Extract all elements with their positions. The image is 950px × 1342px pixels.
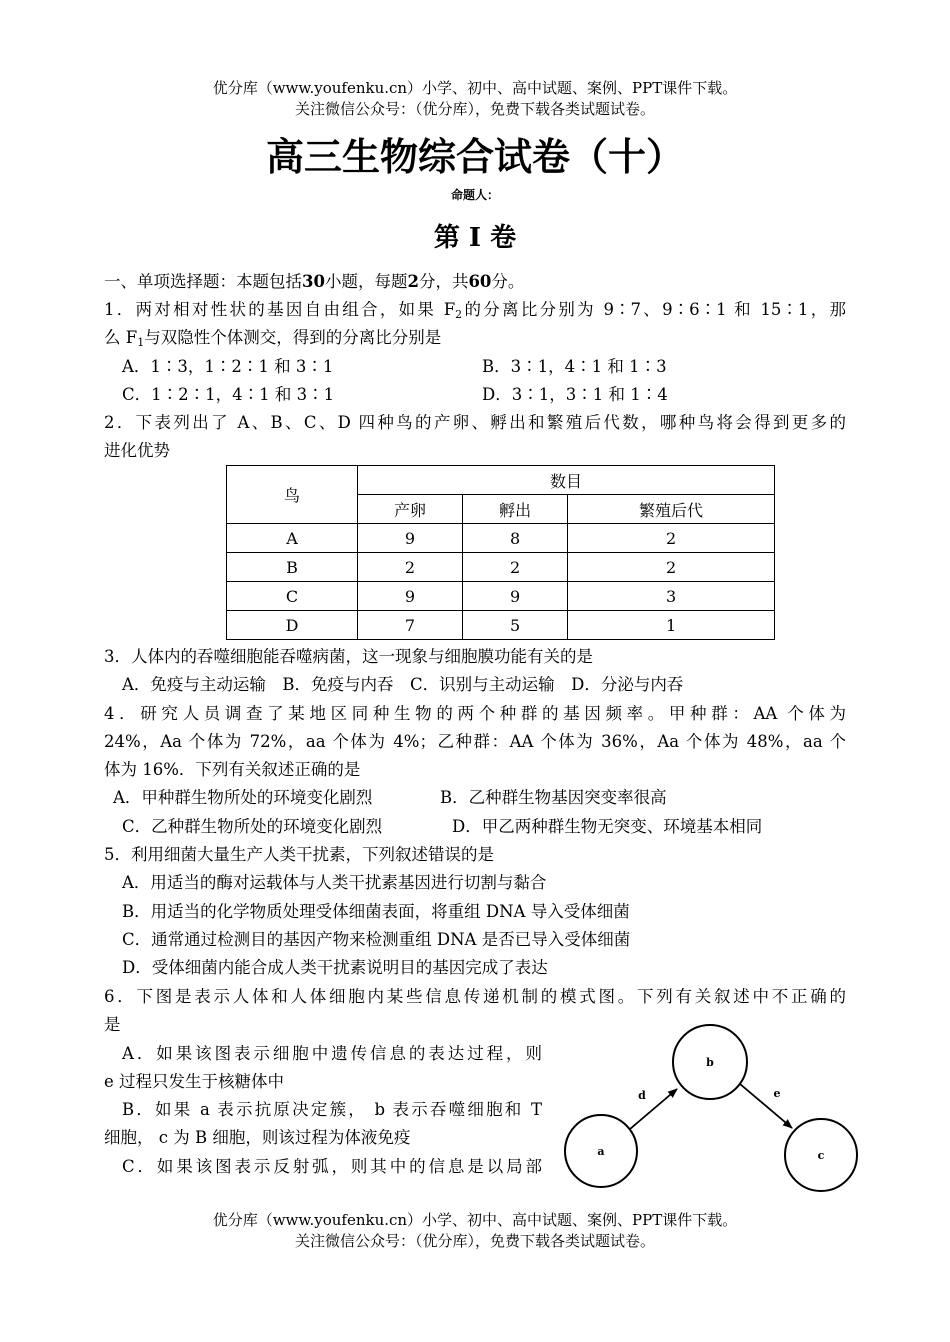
table-cell: 7 (358, 611, 463, 640)
page-title: 高三生物综合试卷（十） (265, 135, 684, 179)
q6-stem-line-1: 6．下图是表示人体和人体细胞内某些信息传递机制的模式图。下列有关叙述中不正确的 (104, 987, 846, 1006)
q6-option-c-line-1: C．如果该图表示反射弧，则其中的信息是以局部 (122, 1157, 542, 1176)
footer-line-2: 关注微信公众号：（优分库），免费下载各类试题试卷。 (294, 1232, 655, 1250)
table-row (227, 582, 775, 611)
q6-option-a-line-1: A．如果该图表示细胞中遗传信息的表达过程，则 (122, 1044, 542, 1063)
q2-stem-line-1: 2．下表列出了 A、B、C、D 四种鸟的产卵、孵出和繁殖后代数，哪种鸟将会得到更多的 (104, 413, 846, 432)
table-cell: B (227, 553, 358, 582)
table-cell: 2 (463, 553, 568, 582)
header-line-2: 关注微信公众号：（优分库），免费下载各类试题试卷。 (294, 100, 655, 118)
q4-option-a: A．甲种群生物所处的环境变化剧烈 (113, 788, 373, 807)
node-a-label: a (597, 1145, 605, 1158)
q5-option-d: D．受体细菌内能合成人类干扰素说明目的基因完成了表达 (122, 958, 548, 977)
q4-stem-line-2: 24%，Aa 个体为 72%，aa 个体为 4%；乙种群：AA 个体为 36%，Aa 个体为 48%，aa 个 (104, 732, 846, 751)
table-cell: 8 (463, 524, 568, 553)
q1-stem-line-2: 么 $F_1$与双隐性个体测交，得到的分离比分别是 (104, 328, 442, 349)
q6-stem-line-2: 是 (104, 1015, 121, 1034)
q1-option-a: A．1∶3，1∶2∶1 和 3∶1 (122, 357, 334, 376)
edge-d-label: d (638, 1089, 646, 1102)
table-row (227, 553, 775, 582)
footer-line-1: 优分库（www.youfenku.cn）小学、初中、高中试题、案例、PPT课件下载。 (212, 1211, 738, 1229)
table-cell: 2 (568, 524, 775, 553)
col-header-hatched: 孵出 (463, 495, 568, 524)
q4-option-b: B．乙种群生物基因突变率很高 (440, 788, 667, 807)
table-cell: 2 (358, 553, 463, 582)
section-instructions: 一、单项选择题：本题包括30小题，每题2分，共60分。 (104, 272, 525, 291)
node-b-label: b (706, 1056, 714, 1069)
table-row (227, 524, 775, 553)
table-cell: 3 (568, 582, 775, 611)
q6-option-b-line-1: B．如果 a 表示抗原决定簇， b 表示吞噬细胞和 T (122, 1100, 542, 1119)
table-cell: C (227, 582, 358, 611)
q6-option-b-line-2: 细胞， c 为 B 细胞，则该过程为体液免疫 (104, 1128, 411, 1147)
q3-stem: 3．人体内的吞噬细胞能吞噬病菌，这一现象与细胞膜功能有关的是 (104, 647, 593, 666)
q5-option-b: B．用适当的化学物质处理受体细菌表面，将重组 DNA 导入受体细菌 (122, 902, 630, 921)
q5-option-a: A．用适当的酶对运载体与人类干扰素基因进行切割与黏合 (122, 873, 547, 892)
table-cell: 9 (358, 524, 463, 553)
q4-stem-line-3: 体为 16%．下列有关叙述正确的是 (104, 760, 361, 779)
table-cell: 9 (463, 582, 568, 611)
q5-stem: 5．利用细菌大量生产人类干扰素，下列叙述错误的是 (104, 845, 494, 864)
table-cell: 1 (568, 611, 775, 640)
edge-e-arrow (740, 1084, 792, 1128)
q2-stem-line-2: 进化优势 (104, 441, 170, 460)
bird-table (226, 465, 775, 640)
volume-heading: 第 I 卷 (433, 223, 517, 253)
node-c-label: c (817, 1149, 825, 1162)
q6-option-a-line-2: e 过程只发生于核糖体中 (104, 1072, 285, 1091)
col-header-eggs: 产卵 (358, 495, 463, 524)
q4-option-d: D．甲乙两种群生物无突变、环境基本相同 (452, 817, 763, 836)
q1-stem-line-1: 1．两对相对性状的基因自由组合，如果 $F_2$的分离比分别为 9∶7、9∶6∶1 和 15∶1，那 (104, 300, 846, 321)
q5-option-c: C．通常通过检测目的基因产物来检测重组 DNA 是否已导入受体细菌 (122, 930, 631, 949)
table-cell: 2 (568, 553, 775, 582)
q1-option-b: B．3∶1，4∶1 和 1∶3 (482, 357, 667, 376)
q4-option-c: C．乙种群生物所处的环境变化剧烈 (122, 817, 383, 836)
q4-stem-line-1: 4．研究人员调查了某地区同种生物的两个种群的基因频率。甲种群：AA 个体为 (104, 704, 846, 723)
table-cell: 9 (358, 582, 463, 611)
author-label: 命题人： (450, 188, 499, 202)
table-cell: 5 (463, 611, 568, 640)
bird-header: 鸟 (227, 466, 358, 524)
q1-option-d: D．3∶1，3∶1 和 1∶4 (482, 385, 668, 404)
table-row (227, 611, 775, 640)
q3-options: A．免疫与主动运输 B．免疫与内吞 C．识别与主动运输 D．分泌与内吞 (122, 675, 684, 694)
edge-e-label: e (773, 1087, 781, 1100)
edge-d-arrow (630, 1089, 677, 1129)
q1-option-c: C．1∶2∶1，4∶1 和 3∶1 (122, 385, 335, 404)
signal-transmission-diagram (560, 1022, 865, 1194)
header-line-1: 优分库（www.youfenku.cn）小学、初中、高中试题、案例、PPT课件下载。 (212, 79, 738, 97)
table-cell: A (227, 524, 358, 553)
col-header-offspring: 繁殖后代 (568, 495, 775, 524)
table-cell: D (227, 611, 358, 640)
count-group-header: 数目 (358, 466, 775, 495)
